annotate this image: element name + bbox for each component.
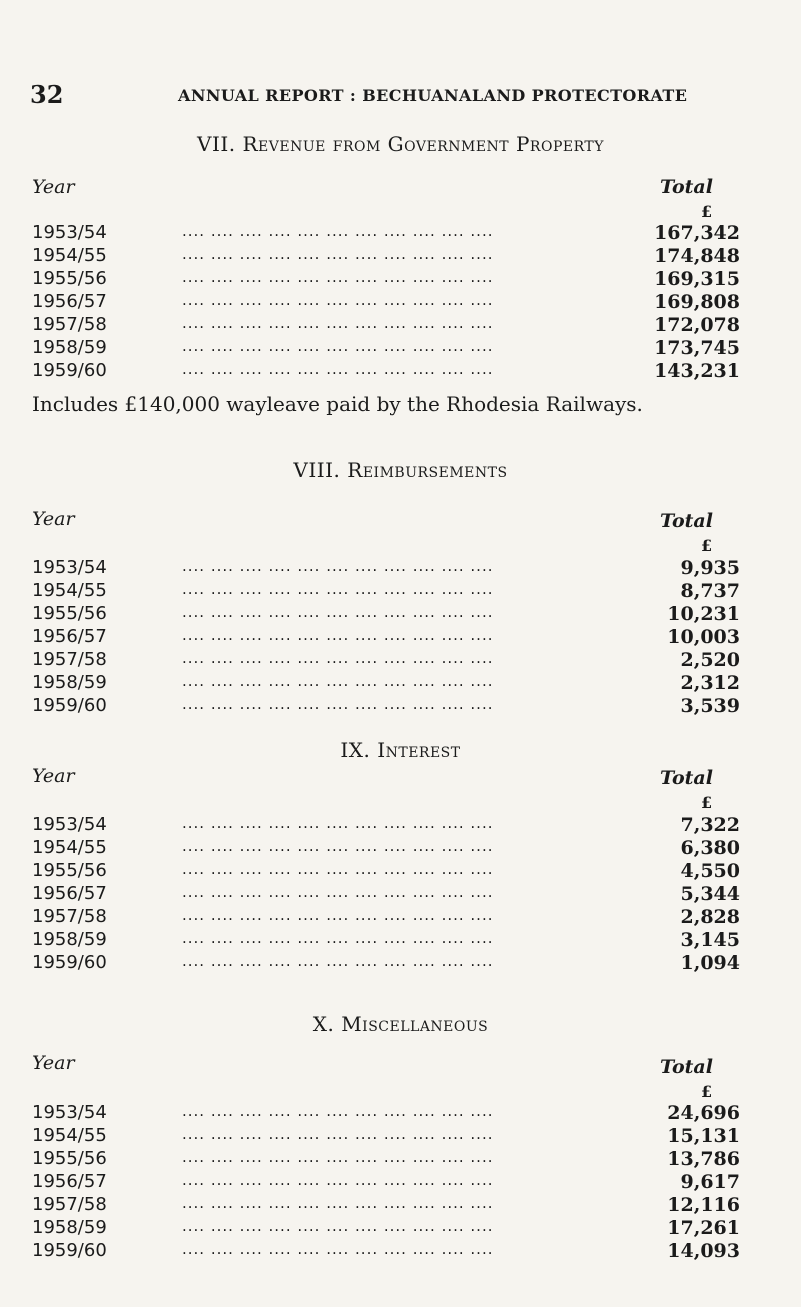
table-row — [32, 860, 740, 882]
row-year: 1956/57 — [32, 883, 107, 904]
row-year: 1958/59 — [32, 929, 107, 950]
dot-leader: .... .... .... .... .... .... .... .... .... .... .... — [182, 580, 494, 598]
row-year: 1953/54 — [32, 1102, 107, 1123]
row-total: 173,745 — [654, 337, 740, 359]
dot-leader: .... .... .... .... .... .... .... .... .... .... .... — [182, 860, 494, 878]
dot-leader: .... .... .... .... .... .... .... .... .... .... .... — [182, 626, 494, 644]
row-total: 12,116 — [667, 1194, 740, 1216]
section-title: VII. Revenue from Government Property — [197, 132, 604, 156]
row-year: 1955/56 — [32, 860, 107, 881]
row-year: 1953/54 — [32, 557, 107, 578]
row-total: 174,848 — [654, 245, 740, 267]
dot-leader: .... .... .... .... .... .... .... .... .... .... .... — [182, 1194, 494, 1212]
dot-leader: .... .... .... .... .... .... .... .... .... .... .... — [182, 291, 494, 309]
row-total: 9,935 — [680, 557, 740, 579]
row-year: 1955/56 — [32, 268, 107, 289]
dot-leader: .... .... .... .... .... .... .... .... .... .... .... — [182, 1102, 494, 1120]
dot-leader: .... .... .... .... .... .... .... .... .... .... .... — [182, 929, 494, 947]
running-head: ANNUAL REPORT : BECHUANALAND PROTECTORATE — [178, 86, 688, 105]
table-row — [32, 1240, 740, 1262]
row-total: 6,380 — [680, 837, 740, 859]
row-year: 1954/55 — [32, 1125, 107, 1146]
row-total: 167,342 — [654, 222, 740, 244]
table-row — [32, 695, 740, 717]
dot-leader: .... .... .... .... .... .... .... .... .... .... .... — [182, 837, 494, 855]
dot-leader: .... .... .... .... .... .... .... .... .... .... .... — [182, 1217, 494, 1235]
year-column-label: Year — [32, 176, 75, 198]
dot-leader: .... .... .... .... .... .... .... .... .... .... .... — [182, 268, 494, 286]
row-total: 2,520 — [680, 649, 740, 671]
dot-leader: .... .... .... .... .... .... .... .... .... .... .... — [182, 1171, 494, 1189]
dot-leader: .... .... .... .... .... .... .... .... .... .... .... — [182, 222, 494, 240]
row-year: 1955/56 — [32, 603, 107, 624]
row-total: 5,344 — [680, 883, 740, 905]
table-row — [32, 906, 740, 928]
row-year: 1953/54 — [32, 814, 107, 835]
total-column-label: Total — [660, 510, 713, 532]
total-column-label: Total — [660, 176, 713, 198]
row-year: 1957/58 — [32, 1194, 107, 1215]
row-year: 1954/55 — [32, 245, 107, 266]
table-row — [32, 883, 740, 905]
table-row — [32, 222, 740, 244]
dot-leader: .... .... .... .... .... .... .... .... .... .... .... — [182, 952, 494, 970]
year-column-label: Year — [32, 508, 75, 530]
row-total: 3,539 — [680, 695, 740, 717]
row-year: 1959/60 — [32, 360, 107, 381]
currency-label: £ — [701, 1082, 713, 1101]
row-total: 13,786 — [667, 1148, 740, 1170]
dot-leader: .... .... .... .... .... .... .... .... .... .... .... — [182, 557, 494, 575]
page-number: 32 — [30, 80, 64, 109]
total-column-label: Total — [660, 767, 713, 789]
row-year: 1958/59 — [32, 672, 107, 693]
year-column-label: Year — [32, 765, 75, 787]
row-year: 1954/55 — [32, 580, 107, 601]
table-row — [32, 360, 740, 382]
table-row — [32, 814, 740, 836]
row-year: 1957/58 — [32, 649, 107, 670]
dot-leader: .... .... .... .... .... .... .... .... .... .... .... — [182, 1148, 494, 1166]
row-total: 169,315 — [654, 268, 740, 290]
page-header — [30, 80, 750, 108]
dot-leader: .... .... .... .... .... .... .... .... .... .... .... — [182, 649, 494, 667]
row-year: 1958/59 — [32, 1217, 107, 1238]
section-title: IX. Interest — [340, 738, 461, 762]
row-total: 24,696 — [667, 1102, 740, 1124]
row-year: 1956/57 — [32, 1171, 107, 1192]
row-total: 15,131 — [667, 1125, 740, 1147]
row-total: 4,550 — [680, 860, 740, 882]
table-row — [32, 1194, 740, 1216]
table-row — [32, 626, 740, 648]
row-total: 3,145 — [680, 929, 740, 951]
row-year: 1957/58 — [32, 906, 107, 927]
dot-leader: .... .... .... .... .... .... .... .... .... .... .... — [182, 337, 494, 355]
table-row — [32, 580, 740, 602]
dot-leader: .... .... .... .... .... .... .... .... .... .... .... — [182, 883, 494, 901]
dot-leader: .... .... .... .... .... .... .... .... .... .... .... — [182, 1240, 494, 1258]
currency-label: £ — [701, 536, 713, 555]
table-row — [32, 837, 740, 859]
row-total: 9,617 — [680, 1171, 740, 1193]
row-total: 169,808 — [654, 291, 740, 313]
total-column-label: Total — [660, 1056, 713, 1078]
table-row — [32, 291, 740, 313]
row-total: 2,312 — [680, 672, 740, 694]
dot-leader: .... .... .... .... .... .... .... .... .... .... .... — [182, 814, 494, 832]
row-total: 172,078 — [654, 314, 740, 336]
dot-leader: .... .... .... .... .... .... .... .... .... .... .... — [182, 672, 494, 690]
section-title: X. Miscellaneous — [312, 1012, 489, 1036]
table-row — [32, 314, 740, 336]
row-total: 2,828 — [680, 906, 740, 928]
row-total: 1,094 — [680, 952, 740, 974]
dot-leader: .... .... .... .... .... .... .... .... .... .... .... — [182, 245, 494, 263]
currency-label: £ — [701, 793, 713, 812]
row-year: 1954/55 — [32, 837, 107, 858]
row-total: 8,737 — [680, 580, 740, 602]
row-year: 1958/59 — [32, 337, 107, 358]
row-year: 1956/57 — [32, 291, 107, 312]
table-row — [32, 1148, 740, 1170]
row-year: 1956/57 — [32, 626, 107, 647]
year-column-label: Year — [32, 1052, 75, 1074]
dot-leader: .... .... .... .... .... .... .... .... .... .... .... — [182, 314, 494, 332]
row-total: 14,093 — [667, 1240, 740, 1262]
dot-leader: .... .... .... .... .... .... .... .... .... .... .... — [182, 1125, 494, 1143]
table-row — [32, 929, 740, 951]
row-total: 10,231 — [667, 603, 740, 625]
currency-label: £ — [701, 202, 713, 221]
dot-leader: .... .... .... .... .... .... .... .... .... .... .... — [182, 603, 494, 621]
row-year: 1959/60 — [32, 952, 107, 973]
row-total: 17,261 — [667, 1217, 740, 1239]
table-row — [32, 245, 740, 267]
dot-leader: .... .... .... .... .... .... .... .... .... .... .... — [182, 695, 494, 713]
table-row — [32, 1171, 740, 1193]
table-row — [32, 952, 740, 974]
table-row — [32, 603, 740, 625]
table-row — [32, 268, 740, 290]
row-year: 1957/58 — [32, 314, 107, 335]
table-row — [32, 1217, 740, 1239]
section-title: VIII. Reimbursements — [293, 458, 508, 482]
table-row — [32, 672, 740, 694]
row-total: 10,003 — [667, 626, 740, 648]
dot-leader: .... .... .... .... .... .... .... .... .... .... .... — [182, 906, 494, 924]
row-year: 1959/60 — [32, 1240, 107, 1261]
row-year: 1959/60 — [32, 695, 107, 716]
footnote: Includes £140,000 wayleave paid by the Rhodesia Railways. — [32, 392, 643, 416]
row-year: 1955/56 — [32, 1148, 107, 1169]
dot-leader: .... .... .... .... .... .... .... .... .... .... .... — [182, 360, 494, 378]
table-row — [32, 1125, 740, 1147]
row-total: 7,322 — [680, 814, 740, 836]
table-row — [32, 557, 740, 579]
table-row — [32, 1102, 740, 1124]
row-total: 143,231 — [654, 360, 740, 382]
table-row — [32, 337, 740, 359]
row-year: 1953/54 — [32, 222, 107, 243]
table-row — [32, 649, 740, 671]
